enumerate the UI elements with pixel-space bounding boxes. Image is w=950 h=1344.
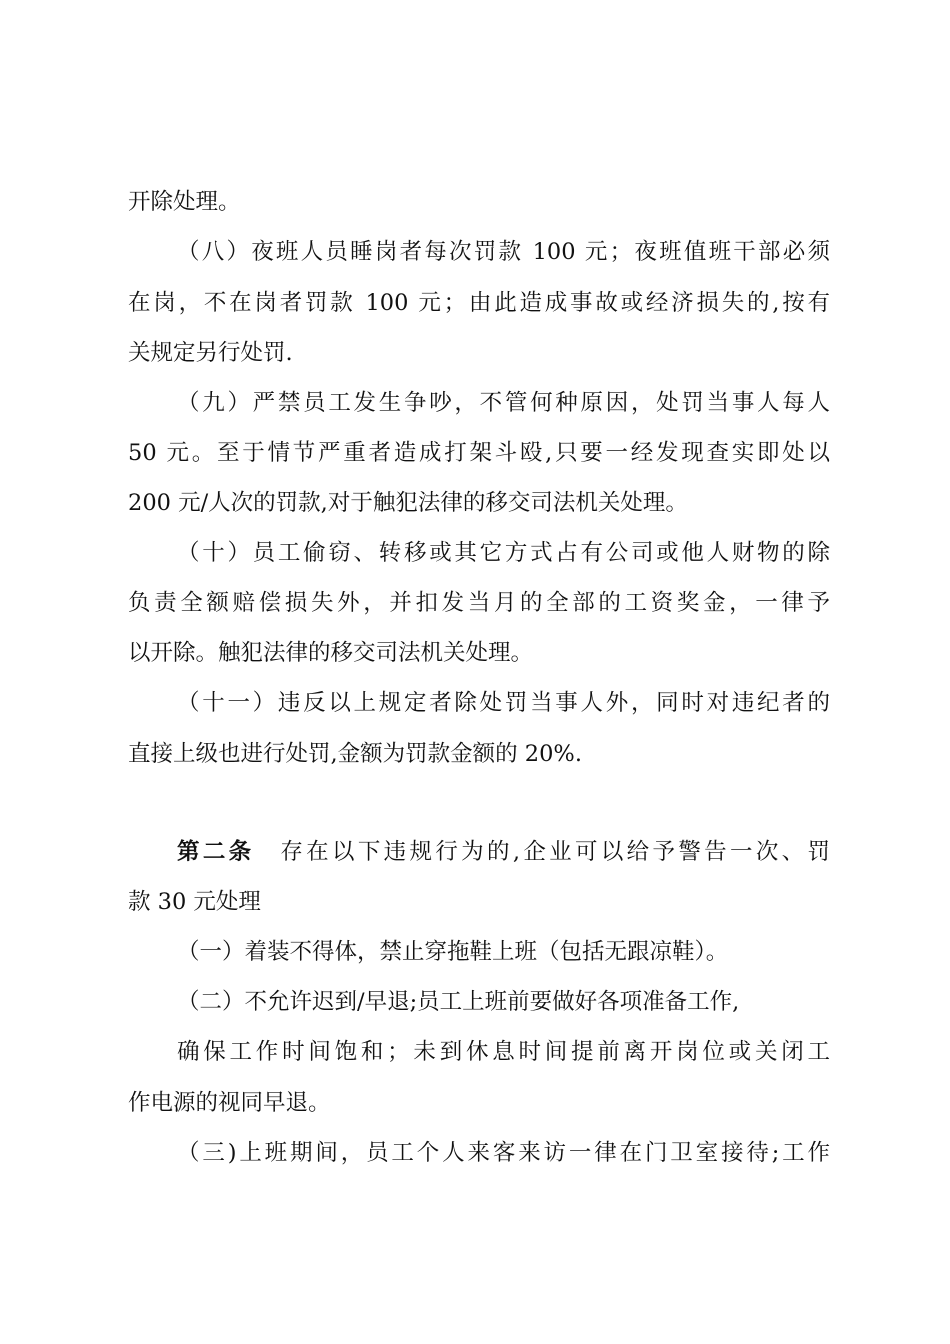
text-line-8: （十）员工偷窃、转移或其它方式占有公司或他人财物的除 <box>177 540 830 566</box>
text-line-18: （三)上班期间，员工个人来客来访一律在门卫室接待;工作 <box>177 1140 830 1166</box>
article-heading-gap <box>255 839 281 865</box>
text-line-13: 款 30 元处理 <box>128 889 261 915</box>
text-line-3: 在岗，不在岗者罚款 100 元；由此造成事故或经济损失的,按有 <box>128 290 830 316</box>
text-line-7: 200 元/人次的罚款,对于触犯法律的移交司法机关处理。 <box>128 490 688 516</box>
text-line-12: 直接上级也进行处罚,金额为罚款金额的 20%. <box>128 741 582 767</box>
text-line-9: 负责全额赔偿损失外，并扣发当月的全部的工资奖金，一律予 <box>128 590 830 616</box>
text-line-15: （二）不允许迟到/早退;员工上班前要做好各项准备工作, <box>177 989 740 1015</box>
text-line-16: 确保工作时间饱和；未到休息时间提前离开岗位或关闭工 <box>177 1039 830 1065</box>
text-line-2: （八）夜班人员睡岗者每次罚款 100 元；夜班值班干部必须 <box>177 239 830 265</box>
text-line-1: 开除处理。 <box>128 189 241 215</box>
article-heading-line <box>177 832 830 872</box>
text-line-6: 50 元。至于情节严重者造成打架斗殴,只要一经发现查实即处以 <box>128 440 830 466</box>
text-line-10: 以开除。触犯法律的移交司法机关处理。 <box>128 640 534 666</box>
article-heading: 第二条 <box>177 839 255 865</box>
text-line-11: （十一）违反以上规定者除处罚当事人外，同时对违纪者的 <box>177 690 830 716</box>
text-line-17: 作电源的视同早退。 <box>128 1090 331 1116</box>
text-line-4: 关规定另行处罚. <box>128 340 293 366</box>
text-line-14: （一）着装不得体，禁止穿拖鞋上班（包括无跟凉鞋）。 <box>177 939 729 965</box>
text-line-5: （九）严禁员工发生争吵，不管何种原因，处罚当事人每人 <box>177 390 830 416</box>
article-heading-text: 存在以下违规行为的,企业可以给予警告一次、罚 <box>280 839 830 865</box>
